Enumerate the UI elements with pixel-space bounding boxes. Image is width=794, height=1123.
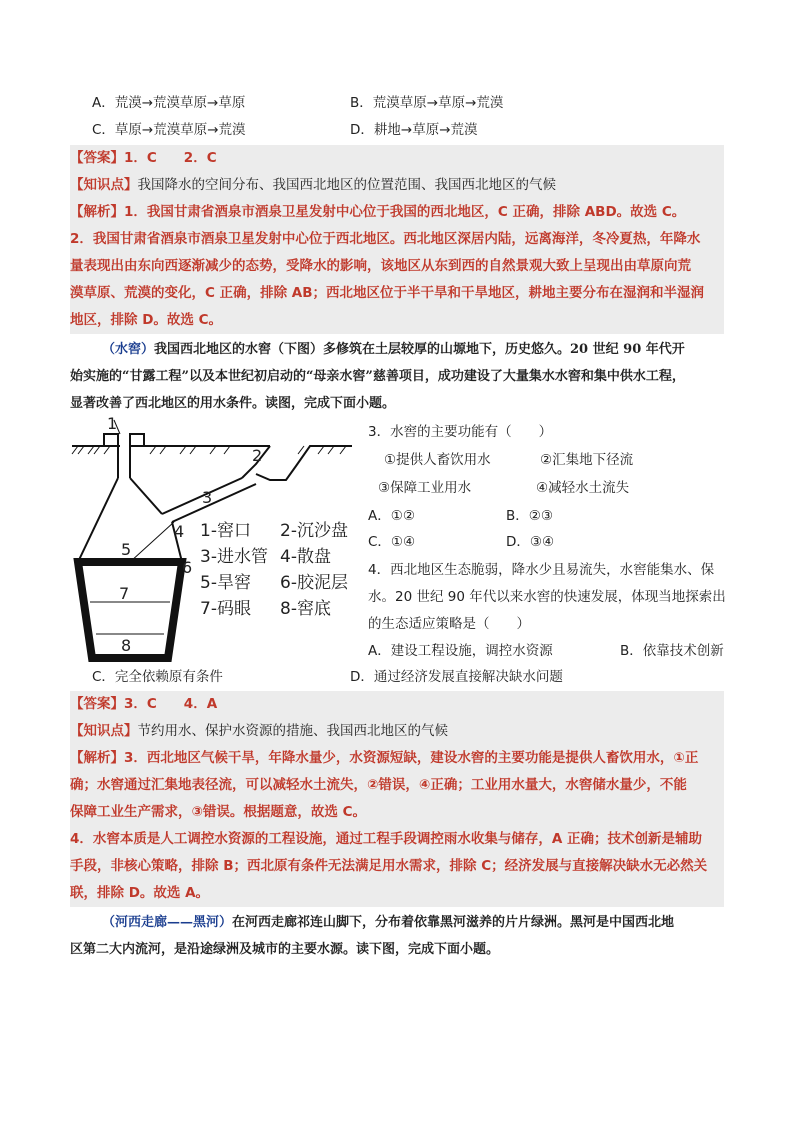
intro-line: 在河西走廊祁连山脚下，分布着依靠黑河滋养的片片绿洲。黑河是中国西北地 xyxy=(232,915,675,930)
option-a: A．荒漠→荒漠草原→草原 xyxy=(92,95,246,111)
q3-option-b: B．②③ xyxy=(506,508,553,524)
legend-item: 6-胶泥层 xyxy=(280,573,348,593)
q4-option-c: C．完全依赖原有条件 xyxy=(92,669,223,685)
diagram-label: 8 xyxy=(121,636,132,655)
intro-line: 我国西北地区的水窖（下图）多修筑在土层较厚的山塬地下，历史悠久。20 世纪 90 年代开 xyxy=(154,342,685,357)
answer-text: 1．C 2．C xyxy=(124,150,217,166)
answer-line xyxy=(70,691,724,718)
legend-item: 1-窖口 xyxy=(200,521,251,541)
q4-option-a: A．建设工程设施，调控水资源 xyxy=(368,643,553,659)
question-3-stem: 3．水窖的主要功能有（ ） xyxy=(368,424,553,440)
question-4-stem: 水。20 世纪 90 年代以来水窖的快速发展，体现当地探索出 xyxy=(368,589,726,605)
analysis-line xyxy=(70,199,724,226)
analysis-text: 1．我国甘肃省酒泉市酒泉卫星发射中心位于我国的西北地区，C 正确，排除 ABD。故选 C。 xyxy=(124,204,686,220)
legend-item: 3-进水管 xyxy=(200,547,268,567)
q3-item: ③保障工业用水 xyxy=(378,480,472,496)
diagram-label: 3 xyxy=(202,488,213,507)
knowledge-text: 我国降水的空间分布、我国西北地区的位置范围、我国西北地区的气候 xyxy=(137,177,556,193)
analysis-line: 手段，非核心策略，排除 B；西北原有条件无法满足用水需求，排除 C；经济发展与直接解决缺水无必然关 xyxy=(70,853,724,880)
intro-line: 显著改善了西北地区的用水条件。读图，完成下面小题。 xyxy=(70,396,396,411)
analysis-line: 漠草原、荒漠的变化，C 正确，排除 AB；西北地区位于半干旱和干旱地区，耕地主要分布在湿润和半湿润 xyxy=(70,280,724,307)
analysis-line: 2．我国甘肃省酒泉市酒泉卫星发射中心位于西北地区。西北地区深居内陆，远离海洋，冬冷夏热，年降水 xyxy=(70,226,724,253)
intro-paragraph xyxy=(70,909,726,936)
analysis-line: 地区，排除 D。故选 C。 xyxy=(70,307,724,334)
analysis-tag: 【解析】 xyxy=(70,750,124,766)
intro-line: 区第二大内流河，是沿途绿洲及城市的主要水源。读下图，完成下面小题。 xyxy=(70,942,500,957)
answer-text: 3．C 4．A xyxy=(124,696,218,712)
knowledge-line xyxy=(70,172,724,199)
knowledge-line xyxy=(70,718,724,745)
question-4-stem: 4．西北地区生态脆弱，降水少且易流失，水窖能集水、保 xyxy=(368,562,715,578)
analysis-tag: 【解析】 xyxy=(70,204,124,220)
analysis-text: 3．西北地区气候干旱，年降水量少，水资源短缺，建设水窖的主要功能是提供人畜饮用水，①正 xyxy=(124,750,699,766)
diagram-label: 5 xyxy=(121,540,132,559)
q3-item: ②汇集地下径流 xyxy=(540,452,634,468)
answer-tag: 【答案】 xyxy=(70,696,124,712)
q3-item: ①提供人畜饮用水 xyxy=(384,452,491,468)
question-4-stem: 的生态适应策略是（ ） xyxy=(368,616,530,632)
intro-paragraph xyxy=(70,336,726,363)
legend-item: 4-散盘 xyxy=(280,547,331,567)
q4-option-d: D．通过经济发展直接解决缺水问题 xyxy=(350,669,563,685)
knowledge-text: 节约用水、保护水资源的措施、我国西北地区的气候 xyxy=(137,723,448,739)
knowledge-tag: 【知识点】 xyxy=(70,177,138,193)
intro-lead: （水窖） xyxy=(102,342,155,357)
legend-item: 7-码眼 xyxy=(200,599,251,619)
q3-option-a: A．①② xyxy=(368,508,415,524)
option-b: B．荒漠草原→草原→荒漠 xyxy=(350,95,504,111)
analysis-line xyxy=(70,745,724,772)
analysis-line: 量表现出由东向西逐渐减少的态势，受降水的影响，该地区从东到西的自然景观大致上呈现出由草原向荒 xyxy=(70,253,724,280)
intro-lead: （河西走廊——黑河） xyxy=(102,915,233,930)
water-cellar-diagram xyxy=(70,418,360,664)
q4-option-b: B．依靠技术创新 xyxy=(620,643,724,659)
diagram-label: 4 xyxy=(174,522,185,541)
diagram-label: 6 xyxy=(182,558,193,577)
diagram-label: 7 xyxy=(119,584,130,603)
diagram-label: 2 xyxy=(252,446,263,465)
legend-item: 8-窖底 xyxy=(280,599,331,619)
answer-line xyxy=(70,145,724,172)
analysis-line: 确；水窖通过汇集地表径流，可以减轻水土流失，②错误，④正确；工业用水量大，水窖储水量少，不能 xyxy=(70,772,724,799)
q3-option-c: C．①④ xyxy=(368,534,416,550)
answer-tag: 【答案】 xyxy=(70,150,124,166)
q3-option-d: D．③④ xyxy=(506,534,555,550)
legend-item: 2-沉沙盘 xyxy=(280,521,348,541)
q3-item: ④减轻水土流失 xyxy=(536,480,630,496)
analysis-line: 保障工业生产需求，③错误。根据题意，故选 C。 xyxy=(70,799,724,826)
analysis-line: 4．水窖本质是人工调控水资源的工程设施，通过工程手段调控雨水收集与储存，A 正确；技术创新是辅助 xyxy=(70,826,724,853)
option-d: D．耕地→草原→荒漠 xyxy=(350,122,478,138)
diagram-label: 1 xyxy=(107,414,118,433)
option-c: C．草原→荒漠草原→荒漠 xyxy=(92,122,246,138)
intro-line: 始实施的“甘露工程”以及本世纪初启动的“母亲水窖”慈善项目，成功建设了大量集水水窖和集中供水工程， xyxy=(70,369,685,384)
knowledge-tag: 【知识点】 xyxy=(70,723,138,739)
legend-item: 5-旱窖 xyxy=(200,573,251,593)
analysis-line: 联，排除 D。故选 A。 xyxy=(70,880,724,907)
